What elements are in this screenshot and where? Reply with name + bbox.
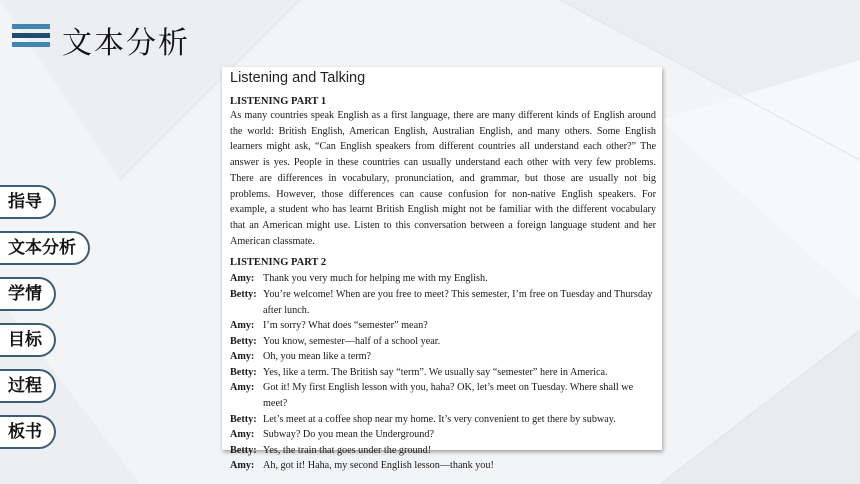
utterance: Let’s meet at a coffee shop near my home. It’s very convenient to get there by subway. <box>263 413 616 425</box>
utterance: Subway? Do you mean the Underground? <box>263 429 434 441</box>
speaker: Amy: <box>230 273 255 285</box>
dialogue-line <box>230 318 662 334</box>
dialogue-line <box>230 349 662 365</box>
speaker: Amy: <box>230 382 255 394</box>
nav-item-blackboard[interactable]: 板书 <box>0 415 56 449</box>
dialogue-line <box>230 287 662 303</box>
header <box>0 14 300 64</box>
speaker: Betty: <box>230 288 257 300</box>
document-title: Listening and Talking <box>230 70 366 86</box>
nav-item-learner-analysis[interactable]: 学情 <box>0 277 56 311</box>
dialogue-line <box>230 443 662 459</box>
dialogue-line <box>230 427 662 443</box>
utterance: Yes, like a term. The British say “term”. We usually say “semester” here in America. <box>263 366 608 378</box>
dialogue-line <box>230 271 662 287</box>
utterance: Yes, the train that goes under the ground! <box>263 444 432 456</box>
utterance: Got it! My first English lesson with you, haha? OK, let’s meet on Tuesday. Where shall we meet? <box>263 382 634 410</box>
speaker: Betty: <box>230 413 257 425</box>
dialogue-line <box>230 365 662 381</box>
part2-heading: LISTENING PART 2 <box>230 257 327 269</box>
speaker: Amy: <box>230 351 255 363</box>
nav-item-procedure[interactable]: 过程 <box>0 369 56 403</box>
nav-item-text-analysis[interactable]: 文本分析 <box>0 231 90 265</box>
utterance: You know, semester—half of a school year. <box>263 335 441 347</box>
part1-paragraph: As many countries speak English as a first language, there are many different kinds of English around the world: British English, American English, Australian English, and many others. Some English learners might ask, “Can English speakers from different countries all understand each other?” The answer is yes. People in these countries can usually understand each other with very few problems. There are differences in vocabulary, pronunciation, and grammar, but those are usually not big problems. However, those differences can cause confusion for non-native English speakers. For example, a student who has learnt British English might not be familiar with the different vocabulary that an American might use. Listen to this conversation between a foreign language student and her American classmate. <box>230 110 656 247</box>
utterance-continuation: after lunch. <box>263 304 310 316</box>
speaker: Betty: <box>230 444 257 456</box>
part1-heading: LISTENING PART 1 <box>230 96 327 107</box>
dialogue <box>230 271 662 474</box>
hamburger-menu-icon[interactable] <box>12 24 52 54</box>
dialogue-line <box>230 412 662 428</box>
dialogue-line <box>230 458 662 474</box>
utterance: Thank you very much for helping me with my English. <box>263 273 488 285</box>
nav-item-objectives[interactable]: 目标 <box>0 323 56 357</box>
page-title: 文本分析 <box>62 26 190 61</box>
utterance: I’m sorry? What does “semester” mean? <box>263 320 428 332</box>
utterance: You’re welcome! When are you free to meet? This semester, I’m free on Tuesday and Thursday <box>263 288 653 300</box>
textbook-page <box>222 67 662 472</box>
dialogue-line <box>230 380 662 411</box>
speaker: Betty: <box>230 366 257 378</box>
utterance: Ah, got it! Haha, my second English lesson—thank you! <box>263 460 494 472</box>
speaker: Amy: <box>230 320 255 332</box>
speaker: Amy: <box>230 460 255 472</box>
speaker: Betty: <box>230 335 257 347</box>
speaker: Amy: <box>230 429 255 441</box>
nav-item-guidance[interactable]: 指导 <box>0 185 56 219</box>
dialogue-line <box>230 334 662 350</box>
utterance: Oh, you mean like a term? <box>263 351 372 363</box>
